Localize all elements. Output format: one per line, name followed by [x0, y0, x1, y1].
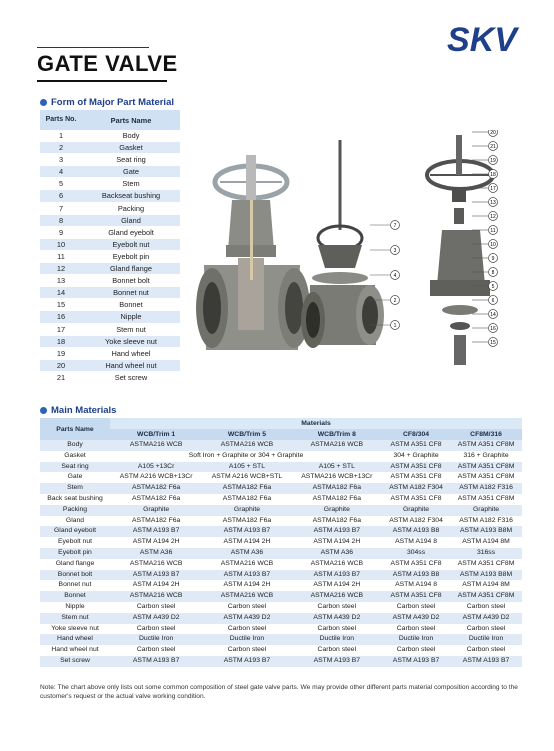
material-cell: ASTM A193 B7	[110, 526, 202, 537]
col-parts-name: Parts Name	[40, 418, 110, 440]
part-number: 18	[40, 335, 82, 347]
material-row	[40, 634, 522, 645]
material-cell: ASTM A193 B8	[382, 526, 450, 537]
material-cell: ASTM A439 D2	[110, 613, 202, 624]
material-row	[40, 613, 522, 624]
parts-row	[40, 238, 180, 250]
material-part-name: Set screw	[40, 656, 110, 667]
parts-row	[40, 130, 180, 142]
material-cell: ASTM A182 F304	[382, 516, 450, 527]
parts-row	[40, 311, 180, 323]
material-part-name: Stem	[40, 483, 110, 494]
material-part-name: Nipple	[40, 602, 110, 613]
material-cell: ASTMA182 F6a	[202, 516, 291, 527]
parts-row	[40, 323, 180, 335]
parts-row	[40, 154, 180, 166]
materials-table	[40, 418, 522, 667]
material-cell: Carbon steel	[110, 645, 202, 656]
page-title: GATE VALVE	[37, 51, 178, 76]
callout-label: 14	[490, 312, 496, 318]
material-cell: ASTM A194 8	[382, 580, 450, 591]
material-cell: ASTM A194 2H	[110, 537, 202, 548]
material-row	[40, 516, 522, 527]
material-cell: Carbon steel	[110, 624, 202, 635]
material-part-name: Hand wheel nut	[40, 645, 110, 656]
parts-row	[40, 166, 180, 178]
material-row	[40, 580, 522, 591]
callout-label: 12	[490, 214, 496, 220]
parts-row	[40, 178, 180, 190]
materials-section-title: Main Materials	[51, 405, 117, 416]
parts-row	[40, 335, 180, 347]
material-cell: Carbon steel	[450, 624, 522, 635]
material-cell: ASTM A351 CF8M	[450, 559, 522, 570]
material-row	[40, 440, 522, 451]
callout-label: 5	[491, 284, 495, 290]
material-cell: ASTM A351 CF8M	[450, 591, 522, 602]
material-cell: Graphite	[450, 505, 522, 516]
material-cell: ASTM A193 B7	[110, 656, 202, 667]
part-number: 20	[40, 359, 82, 371]
material-row	[40, 472, 522, 483]
material-cell: ASTMA216 WCB	[292, 591, 382, 602]
material-cell: Ductile Iron	[202, 634, 291, 645]
material-cell: Graphite	[110, 505, 202, 516]
part-name: Seat ring	[82, 154, 180, 166]
part-number: 16	[40, 311, 82, 323]
material-cell: Carbon steel	[292, 602, 382, 613]
materials-section-heading	[40, 405, 116, 416]
parts-row	[40, 190, 180, 202]
material-cell: ASTM A193 B7	[382, 656, 450, 667]
material-cell: ASTMA182 F6a	[292, 483, 382, 494]
callout-label: 3	[393, 248, 397, 254]
material-cell: 316 + Graphite	[450, 451, 522, 462]
part-name: Stem nut	[82, 323, 180, 335]
material-cell: Graphite	[292, 505, 382, 516]
material-cell: A105 +13Cr	[110, 462, 202, 473]
part-name: Bonnet nut	[82, 287, 180, 299]
material-column-header: WCB/Trim 8	[292, 429, 382, 440]
material-cell: Carbon steel	[450, 645, 522, 656]
material-cell: ASTM A193 B7	[292, 526, 382, 537]
material-cell: ASTM A194 2H	[292, 580, 382, 591]
callout-label: 7	[393, 223, 397, 229]
material-cell: Ductile Iron	[382, 634, 450, 645]
material-cell: ASTM A439 D2	[450, 613, 522, 624]
part-name: Eyebolt nut	[82, 238, 180, 250]
part-name: Packing	[82, 202, 180, 214]
material-cell: Carbon steel	[292, 624, 382, 635]
material-row	[40, 591, 522, 602]
callout-label: 19	[490, 158, 496, 164]
material-cell: Carbon steel	[202, 645, 291, 656]
parts-row	[40, 142, 180, 154]
material-part-name: Yoke sleeve nut	[40, 624, 110, 635]
material-row	[40, 624, 522, 635]
material-cell: ASTM A193 B7	[450, 656, 522, 667]
material-cell: ASTMA182 F6a	[110, 494, 202, 505]
parts-row	[40, 202, 180, 214]
material-cell: A105 + STL	[202, 462, 291, 473]
part-name: Hand wheel nut	[82, 359, 180, 371]
material-part-name: Bonnet bolt	[40, 570, 110, 581]
material-cell: 304 + Graphite	[382, 451, 450, 462]
material-cell: 304ss	[382, 548, 450, 559]
material-cell: ASTMA216 WCB	[202, 440, 291, 451]
material-cell: ASTM A193 B8M	[450, 570, 522, 581]
material-part-name: Gland eyebolt	[40, 526, 110, 537]
part-number: 3	[40, 154, 82, 166]
material-column-header: WCB/Trim 5	[202, 429, 291, 440]
material-cell: ASTM A194 2H	[110, 580, 202, 591]
part-number: 13	[40, 275, 82, 287]
title-underline	[37, 80, 167, 82]
material-column-header: WCB/Trim 1	[110, 429, 202, 440]
material-cell: ASTM A193 B7	[202, 570, 291, 581]
part-number: 1	[40, 130, 82, 142]
material-cell: ASTMA216 WCB	[110, 591, 202, 602]
material-column-header: CF8/304	[382, 429, 450, 440]
material-cell: ASTM A351 CF8	[382, 440, 450, 451]
material-cell: ASTM A194 8M	[450, 580, 522, 591]
material-cell: ASTM A194 8	[382, 537, 450, 548]
skv-logo	[443, 17, 521, 61]
parts-row	[40, 371, 180, 383]
title-top-rule	[37, 47, 149, 48]
exploded-bonnet-image	[427, 135, 496, 365]
parts-row	[40, 263, 180, 275]
part-number: 5	[40, 178, 82, 190]
material-cell: Carbon steel	[382, 624, 450, 635]
material-cell: ASTMA182 F6a	[110, 516, 202, 527]
material-cell: Ductile Iron	[292, 634, 382, 645]
material-row	[40, 462, 522, 473]
part-name: Gland eyebolt	[82, 226, 180, 238]
parts-row	[40, 275, 180, 287]
material-row	[40, 559, 522, 570]
material-cell: ASTM A182 F304	[382, 483, 450, 494]
material-cell: ASTMA182 F6a	[202, 494, 291, 505]
material-cell: ASTMA216 WCB	[292, 440, 382, 451]
material-cell: Carbon steel	[110, 602, 202, 613]
material-cell: ASTM A36	[292, 548, 382, 559]
parts-row	[40, 287, 180, 299]
material-part-name: Gland flange	[40, 559, 110, 570]
part-name: Gland flange	[82, 263, 180, 275]
material-part-name: Gasket	[40, 451, 110, 462]
material-cell: Graphite	[382, 505, 450, 516]
callout-label: 16	[490, 326, 496, 332]
callout-label: 4	[393, 273, 397, 279]
part-name: Gland	[82, 214, 180, 226]
material-row	[40, 505, 522, 516]
callout-label: 6	[491, 298, 495, 304]
material-cell: ASTM A182 F316	[450, 516, 522, 527]
material-cell: A105 + STL	[292, 462, 382, 473]
material-part-name: Bonnet	[40, 591, 110, 602]
material-cell: ASTM A36	[110, 548, 202, 559]
material-part-name: Eyebolt pin	[40, 548, 110, 559]
material-cell: Carbon steel	[382, 602, 450, 613]
callout-label: 17	[490, 186, 496, 192]
material-cell: Ductile Iron	[450, 634, 522, 645]
parts-row	[40, 299, 180, 311]
material-cell: ASTM A193 B7	[292, 656, 382, 667]
material-cell: ASTM A194 8M	[450, 537, 522, 548]
part-name: Nipple	[82, 311, 180, 323]
callout-label: 8	[491, 270, 495, 276]
material-cell: ASTM A193 B8M	[450, 526, 522, 537]
logo-text: SKV	[447, 21, 517, 59]
part-name: Hand wheel	[82, 347, 180, 359]
part-name: Bonnet	[82, 299, 180, 311]
material-part-name: Seat ring	[40, 462, 110, 473]
material-row	[40, 548, 522, 559]
material-cell: ASTMA182 F6a	[110, 483, 202, 494]
material-cell: Carbon steel	[450, 602, 522, 613]
callout-label: 11	[490, 228, 496, 234]
material-cell: ASTM A193 B8	[382, 570, 450, 581]
material-cell: ASTMA216 WCB	[110, 440, 202, 451]
part-name: Bonnet bolt	[82, 275, 180, 287]
material-row	[40, 602, 522, 613]
material-cell: ASTM A194 2H	[202, 537, 291, 548]
callout-label: 15	[490, 340, 496, 346]
material-cell: ASTMA182 F6a	[292, 494, 382, 505]
part-number: 17	[40, 323, 82, 335]
exploded-body-image	[301, 140, 384, 348]
material-cell: ASTM A193 B7	[202, 656, 291, 667]
parts-section-heading	[40, 97, 174, 108]
part-number: 14	[40, 287, 82, 299]
material-part-name: Back seat bushing	[40, 494, 110, 505]
material-cell: ASTMA216 WCB+13Cr	[292, 472, 382, 483]
material-part-name: Gate	[40, 472, 110, 483]
materials-group-header: Materials	[110, 418, 522, 429]
material-part-name: Bonnet nut	[40, 580, 110, 591]
col-parts-no: Parts No.	[40, 110, 82, 130]
parts-row	[40, 214, 180, 226]
material-cell: ASTMA216 WCB	[202, 591, 291, 602]
callout-label: 20	[490, 130, 496, 136]
callout-label: 13	[490, 200, 496, 206]
parts-row	[40, 347, 180, 359]
part-number: 10	[40, 238, 82, 250]
material-row	[40, 494, 522, 505]
material-part-name: Stem nut	[40, 613, 110, 624]
material-cell: ASTMA216 WCB	[202, 559, 291, 570]
material-cell: ASTMA216 WCB	[110, 559, 202, 570]
material-cell: ASTM A36	[202, 548, 291, 559]
material-cell: ASTM A216 WCB+13Cr	[110, 472, 202, 483]
col-parts-name: Parts Name	[82, 110, 180, 130]
material-cell: Carbon steel	[202, 602, 291, 613]
material-cell: ASTM A351 CF8	[382, 462, 450, 473]
part-number: 19	[40, 347, 82, 359]
part-number: 9	[40, 226, 82, 238]
material-cell: 316ss	[450, 548, 522, 559]
material-cell: ASTMA182 F6a	[292, 516, 382, 527]
part-number: 15	[40, 299, 82, 311]
material-cell: ASTM A351 CF8M	[450, 440, 522, 451]
material-cell: ASTM A193 B7	[202, 526, 291, 537]
material-part-name: Eyebolt nut	[40, 537, 110, 548]
material-row	[40, 656, 522, 667]
callout-label: 2	[393, 298, 397, 304]
material-cell: ASTMA182 F6a	[202, 483, 291, 494]
callout-label: 18	[490, 172, 496, 178]
material-row	[40, 570, 522, 581]
gate-valve-illustration	[190, 130, 530, 385]
part-name: Yoke sleeve nut	[82, 335, 180, 347]
callout-label: 9	[491, 256, 495, 262]
material-row	[40, 526, 522, 537]
material-cell: Carbon steel	[202, 624, 291, 635]
part-number: 12	[40, 263, 82, 275]
callout-label: 1	[393, 323, 397, 329]
parts-row	[40, 226, 180, 238]
part-number: 11	[40, 250, 82, 262]
material-cell: ASTM A351 CF8	[382, 494, 450, 505]
callout-label: 10	[490, 242, 496, 248]
part-number: 4	[40, 166, 82, 178]
parts-row	[40, 359, 180, 371]
bullet-icon	[40, 99, 47, 106]
material-cell: ASTM A194 2H	[202, 580, 291, 591]
material-row	[40, 537, 522, 548]
material-cell: ASTM A193 B7	[292, 570, 382, 581]
material-cell: ASTM A351 CF8	[382, 559, 450, 570]
material-cell: ASTM A182 F316	[450, 483, 522, 494]
material-cell: Soft Iron + Graphite or 304 + Graphite	[110, 451, 382, 462]
material-cell: ASTM A351 CF8	[382, 472, 450, 483]
material-cell: ASTM A351 CF8M	[450, 494, 522, 505]
material-part-name: Gland	[40, 516, 110, 527]
callout-label: 21	[490, 144, 496, 150]
material-cell: ASTM A439 D2	[382, 613, 450, 624]
material-row	[40, 645, 522, 656]
part-name: Set screw	[82, 371, 180, 383]
material-cell: ASTM A351 CF8M	[450, 472, 522, 483]
material-cell: ASTM A351 CF8	[382, 591, 450, 602]
part-name: Eyebolt pin	[82, 250, 180, 262]
material-part-name: Hand wheel	[40, 634, 110, 645]
material-part-name: Body	[40, 440, 110, 451]
material-row	[40, 483, 522, 494]
material-part-name: Packing	[40, 505, 110, 516]
material-cell: ASTM A439 D2	[202, 613, 291, 624]
material-cell: ASTM A216 WCB+STL	[202, 472, 291, 483]
material-cell: ASTM A439 D2	[292, 613, 382, 624]
part-number: 21	[40, 371, 82, 383]
parts-table	[40, 110, 180, 384]
parts-section-title: Form of Major Part Material	[51, 97, 174, 108]
part-number: 2	[40, 142, 82, 154]
material-row	[40, 451, 522, 462]
material-cell: ASTM A193 B7	[110, 570, 202, 581]
material-cell: Graphite	[202, 505, 291, 516]
material-cell: ASTM A194 2H	[292, 537, 382, 548]
part-name: Backseat bushing	[82, 190, 180, 202]
material-cell: Ductile Iron	[110, 634, 202, 645]
material-cell: Carbon steel	[382, 645, 450, 656]
part-name: Gasket	[82, 142, 180, 154]
parts-row	[40, 250, 180, 262]
material-cell: Carbon steel	[292, 645, 382, 656]
part-number: 8	[40, 214, 82, 226]
material-column-header: CF8M/316	[450, 429, 522, 440]
part-number: 7	[40, 202, 82, 214]
part-name: Body	[82, 130, 180, 142]
bullet-icon	[40, 407, 47, 414]
part-name: Gate	[82, 166, 180, 178]
material-cell: ASTM A351 CF8M	[450, 462, 522, 473]
footnote: Note: The chart above only lists out some common composition of steel gate valve parts. We may provide other different parts material composition according to the customer's request or the actual valve working condition.	[40, 684, 518, 700]
material-cell: ASTMA216 WCB	[292, 559, 382, 570]
assembled-valve-image	[196, 155, 310, 350]
part-number: 6	[40, 190, 82, 202]
part-name: Stem	[82, 178, 180, 190]
